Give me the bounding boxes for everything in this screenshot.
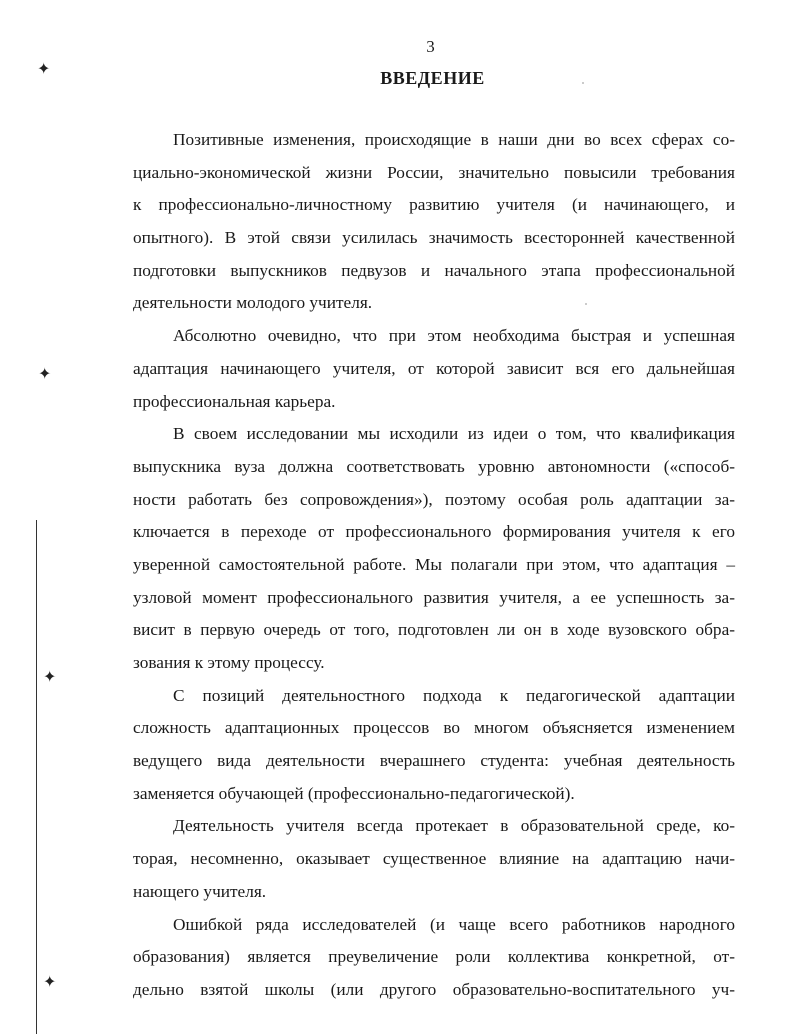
text-line: висит в первую очередь от того, подготовлен ли он в ходе вузовского обра-	[133, 620, 735, 640]
text-line: ности работать без сопровождения»), поэтому особая роль адаптации за-	[133, 489, 735, 509]
text-line: циально-экономической жизни России, значительно повысили требования	[133, 162, 735, 182]
text-line: профессиональная карьера.	[133, 391, 336, 411]
text-line: сложность адаптационных процессов во многом объясняется изменением	[133, 718, 735, 738]
scan-mark: ✦	[43, 669, 57, 686]
page-number: 3	[426, 37, 435, 56]
text-line: Деятельность учителя всегда протекает в образовательной среде, ко-	[173, 816, 735, 836]
text-line: Позитивные изменения, происходящие в наши дни во всех сферах со-	[173, 130, 735, 149]
text-line: торая, несомненно, оказывает существенное влияние на адаптацию начи-	[133, 849, 735, 869]
text-line: деятельности молодого учителя.	[133, 293, 373, 313]
text-line: заменяется обучающей (профессионально-педагогической).	[133, 783, 575, 803]
body-text	[133, 124, 735, 1007]
text-line: зования к этому процессу.	[133, 653, 325, 672]
text-line: уверенной самостоятельной работе. Мы полагали при этом, что адаптация –	[133, 554, 735, 574]
text-line: дельно взятой школы (или другого образовательно-воспитательного уч-	[133, 979, 735, 999]
text-line: В своем исследовании мы исходили из идеи о том, что квалификация	[173, 424, 735, 444]
scan-speck	[582, 82, 584, 84]
binding-edge	[36, 520, 37, 1034]
text-line: к профессионально-личностному развитию учителя (и начинающего, и	[133, 195, 735, 215]
text-line: ведущего вида деятельности вчерашнего студента: учебная деятельность	[133, 751, 735, 771]
text-line: адаптация начинающего учителя, от которой зависит вся его дальнейшая	[133, 358, 735, 378]
scan-speck	[585, 303, 587, 305]
scan-mark: ✦	[38, 366, 52, 383]
text-line: узловой момент профессионального развития учителя, а ее успешность за-	[133, 587, 735, 607]
text-line: Ошибкой ряда исследователей (и чаще всего работников народного	[173, 914, 735, 934]
text-line: ключается в переходе от профессионального формирования учителя к его	[133, 522, 735, 542]
text-line: С позиций деятельностного подхода к педагогической адаптации	[173, 685, 735, 705]
page-title: ВВЕДЕНИЕ	[380, 68, 485, 88]
text-line: выпускника вуза должна соответствовать уровню автономности («способ-	[133, 456, 735, 476]
text-line: Абсолютно очевидно, что при этом необходима быстрая и успешная	[173, 326, 735, 346]
text-line: нающего учителя.	[133, 881, 267, 901]
text-line: подготовки выпускников педвузов и начального этапа профессиональной	[133, 260, 735, 280]
scan-mark: ✦	[37, 61, 51, 78]
scan-mark: ✦	[43, 974, 57, 991]
text-line: опытного). В этой связи усилилась значимость всесторонней качественной	[133, 228, 735, 248]
text-line: образования) является преувеличение роли коллектива конкретной, от-	[133, 947, 735, 967]
